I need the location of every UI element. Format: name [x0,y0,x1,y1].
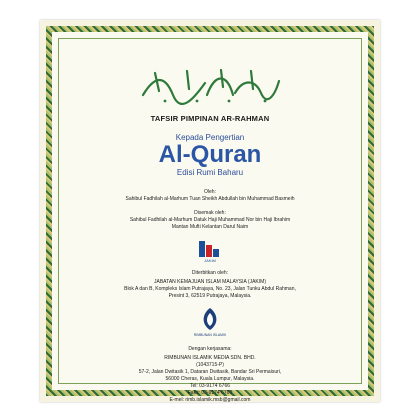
ornamental-border [46,26,374,403]
partner-address-1: 57-2, Jalan Dwitasik 1, Dataran Dwitasik, Bandar Sri Permaisuri, [138,369,282,375]
book-page [40,20,380,402]
reviewer-name: Sahibul Fadhilah al-Marhum Datuk Haji Muhammad Nor bin Haji Ibrahim [129,217,291,223]
jakim-logo-icon [193,239,227,263]
reviewer-title: Mantan Mufti Kelantan Darul Naim [171,224,249,230]
tafsir-title: TAFSIR PIMPINAN AR-RAHMAN [150,114,270,123]
partner-fax: Faks: 03-9174 6760 [187,390,233,396]
svg-text:RIMBUNAN ISLAMIK: RIMBUNAN ISLAMIK [193,333,227,337]
arabic-calligraphy-icon [135,65,285,105]
oleh-label: Oleh: [204,189,216,195]
disemak-label: Disemak oleh: [194,210,226,216]
partner-name: RIMBUNAN ISLAMIK MEDIA SDN. BHD. [164,355,256,361]
intro-text: Kepada Pengertian [175,133,245,142]
page-content [59,39,361,403]
publisher-name: JABATAN KEMAJUAN ISLAM MALAYSIA (JAKIM) [154,279,266,285]
book-title: Al-Quran [158,141,262,168]
publisher-address-2: Presint 3, 62519 Putrajaya, Malaysia. [168,293,252,299]
inner-frame [58,38,362,403]
svg-text:JAKIM: JAKIM [204,258,216,263]
publisher-address-1: Blok A dan B, Kompleks Islam Putrajaya, No. 23, Jalan Tunku Abdul Rahman, [124,286,296,292]
partner-tel: Tel: 03-9174 6766 [189,383,231,389]
diterbitkan-label: Diterbitkan oleh: [191,270,229,276]
edition-text: Edisi Rumi Baharu [176,168,244,177]
rimbunan-logo-icon [193,306,227,338]
partner-email: E-mel: rimb.islamik.msb@gmail.com [169,397,251,403]
partner-address-2: 56000 Cheras, Kuala Lumpur, Malaysia. [165,376,255,382]
kerjasama-label: Dengan kerjasama: [188,346,232,352]
author-name: Sahibul Fadhilah al-Marhum Tuan Sheikh Abdullah bin Muhammad Basmeih [125,196,295,202]
partner-registration: (1043715-P) [196,362,224,368]
